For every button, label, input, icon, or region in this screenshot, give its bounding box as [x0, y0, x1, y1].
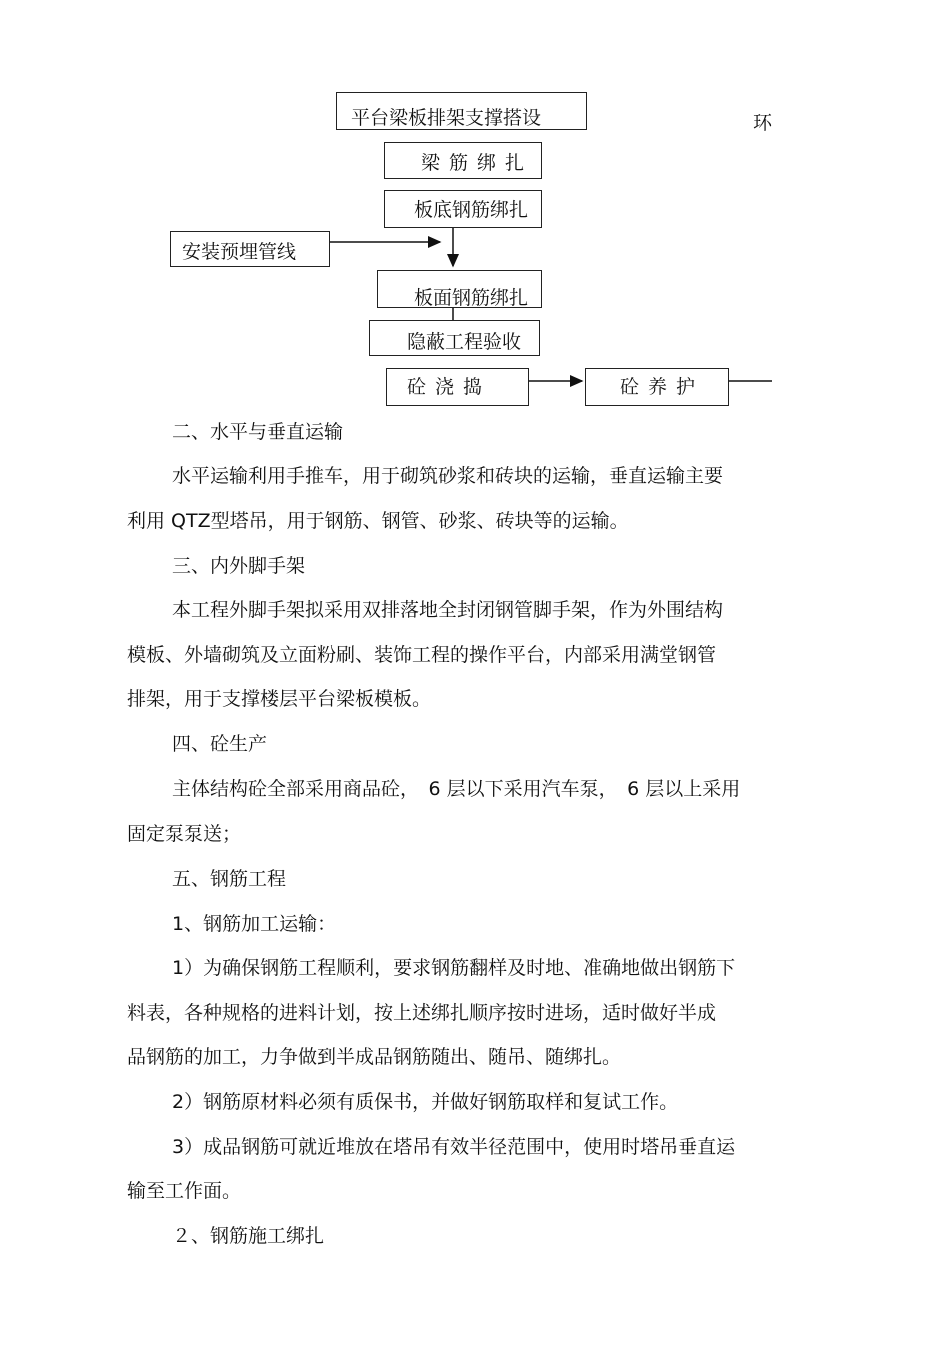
- box-concrete-curing: [585, 368, 729, 406]
- box-platform-support: [336, 92, 587, 130]
- item-2: 2）钢筋原材料必须有质保书，并做好钢筋取样和复试工作。: [172, 1091, 679, 1113]
- box-platform-support-label: 平台梁板排架支撑搭设: [351, 107, 542, 129]
- para-transport-2: 利用 QTZ型塔吊，用于钢筋、钢管、砂浆、砖块等的运输。: [127, 510, 629, 532]
- item-1-line-3: 品钢筋的加工，力争做到半成品钢筋随出、随吊、随绑扎。: [127, 1046, 622, 1068]
- box-install-pipes: [170, 231, 330, 267]
- para-scaffold-2: 模板、外墙砌筑及立面粉刷、装饰工程的操作平台，内部采用满堂钢管: [127, 644, 717, 666]
- box-concrete-curing-label: 砼养护: [620, 376, 705, 398]
- para-scaffold-1: 本工程外脚手架拟采用双排落地全封闭钢管脚手架，作为外围结构: [172, 599, 724, 621]
- item-1-line-1: 1）为确保钢筋工程顺利，要求钢筋翻样及时地、准确地做出钢筋下: [172, 957, 736, 979]
- box-concrete-pour: [386, 368, 529, 406]
- item-1-line-2: 料表，各种规格的进料计划，按上述绑扎顺序按时进场，适时做好半成: [127, 1002, 717, 1024]
- para-transport-1: 水平运输利用手推车，用于砌筑砂浆和砖块的运输，垂直运输主要: [172, 465, 724, 487]
- para-concrete-1: 主体结构砼全部采用商品砼， 6 层以下采用汽车泵， 6 层以上采用: [172, 778, 741, 800]
- box-beam-rebar-label: 梁筋绑扎: [421, 152, 534, 174]
- box-hidden-inspection: [369, 320, 540, 356]
- box-slab-top-rebar-label: 板面钢筋绑扎: [414, 287, 529, 309]
- heading-transport: 二、水平与垂直运输: [172, 421, 344, 443]
- box-concrete-pour-label: 砼浇捣: [407, 376, 492, 398]
- heading-rebar: 五、钢筋工程: [172, 868, 287, 890]
- para-concrete-2: 固定泵泵送；: [127, 823, 242, 845]
- side-char: 环: [753, 112, 773, 134]
- box-hidden-inspection-label: 隐蔽工程验收: [407, 331, 522, 353]
- heading-concrete: 四、砼生产: [172, 733, 268, 755]
- para-scaffold-3: 排架，用于支撑楼层平台梁板模板。: [127, 688, 432, 710]
- box-beam-rebar: [384, 142, 542, 179]
- item-3-line-2: 输至工作面。: [127, 1180, 242, 1202]
- subheading-rebar-processing: 1、钢筋加工运输：: [172, 913, 337, 935]
- heading-scaffold: 三、内外脚手架: [172, 555, 306, 577]
- box-slab-bottom-rebar-label: 板底钢筋绑扎: [414, 199, 529, 221]
- box-slab-bottom-rebar: [384, 190, 542, 228]
- item-3-line-1: 3）成品钢筋可就近堆放在塔吊有效半径范围中，使用时塔吊垂直运: [172, 1136, 736, 1158]
- subheading-rebar-binding: ２、钢筋施工绑扎: [172, 1225, 325, 1247]
- box-slab-top-rebar: [377, 270, 542, 308]
- box-install-pipes-label: 安装预埋管线: [182, 241, 297, 263]
